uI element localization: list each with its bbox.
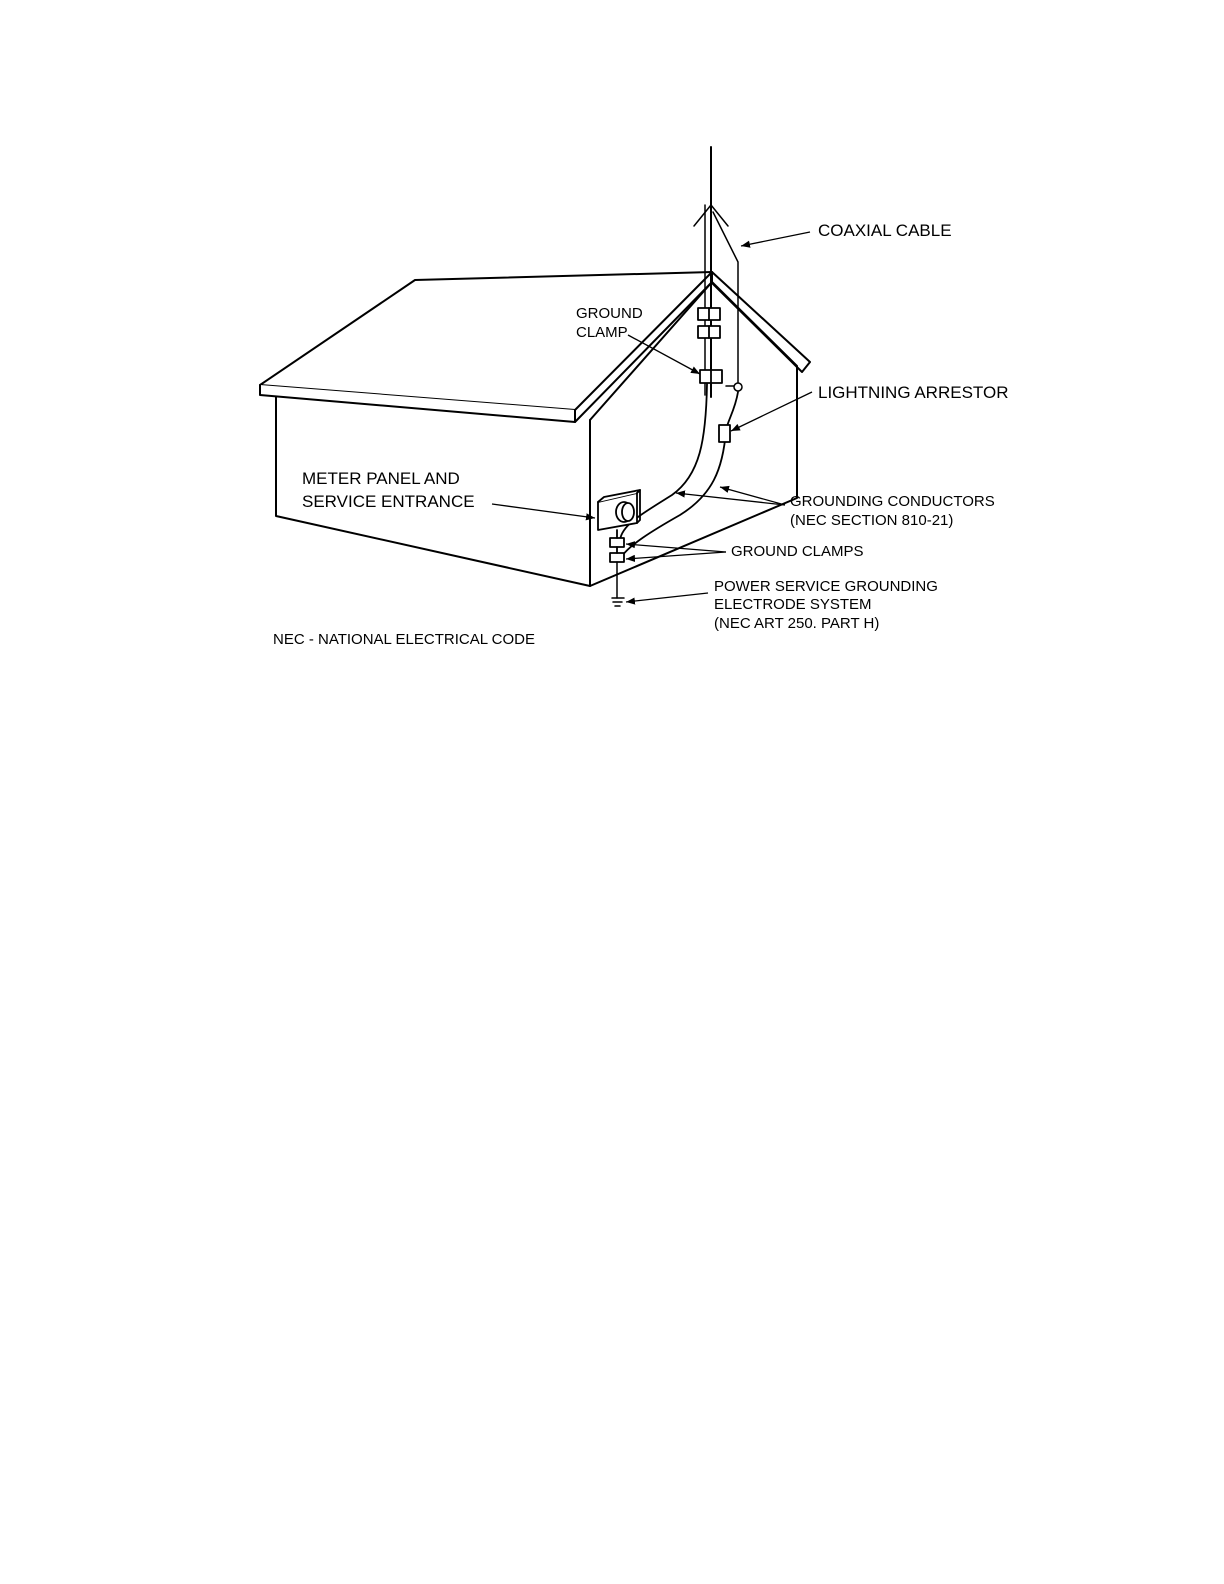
label-power-service-line1: POWER SERVICE GROUNDING <box>714 578 938 595</box>
antenna-element-left <box>694 205 711 226</box>
coaxial-standoff <box>734 383 742 391</box>
label-grounding-conductors-line2: (NEC SECTION 810-21) <box>790 512 954 529</box>
label-lightning-arrestor: LIGHTNING ARRESTOR <box>818 383 1009 402</box>
label-meter-panel-line2: SERVICE ENTRANCE <box>302 492 475 511</box>
label-ground-clamps: GROUND CLAMPS <box>731 543 864 560</box>
leader-coaxial-cable <box>741 232 810 246</box>
label-meter-panel-line1: METER PANEL AND <box>302 469 460 488</box>
antenna-element-right <box>711 205 728 226</box>
footnote-nec: NEC - NATIONAL ELECTRICAL CODE <box>273 631 535 648</box>
label-coaxial-cable: COAXIAL CABLE <box>818 221 952 240</box>
leader-meter-panel <box>492 504 595 518</box>
label-ground-clamp-line2: CLAMP <box>576 324 628 341</box>
label-ground-clamp-line1: GROUND <box>576 305 643 322</box>
lightning-arrestor-box <box>719 425 730 442</box>
leader-power-service <box>626 593 708 602</box>
label-power-service-line2: ELECTRODE SYSTEM <box>714 596 872 613</box>
label-power-service-line3: (NEC ART 250. PART H) <box>714 615 880 632</box>
label-grounding-conductors-line1: GROUNDING CONDUCTORS <box>790 493 995 510</box>
